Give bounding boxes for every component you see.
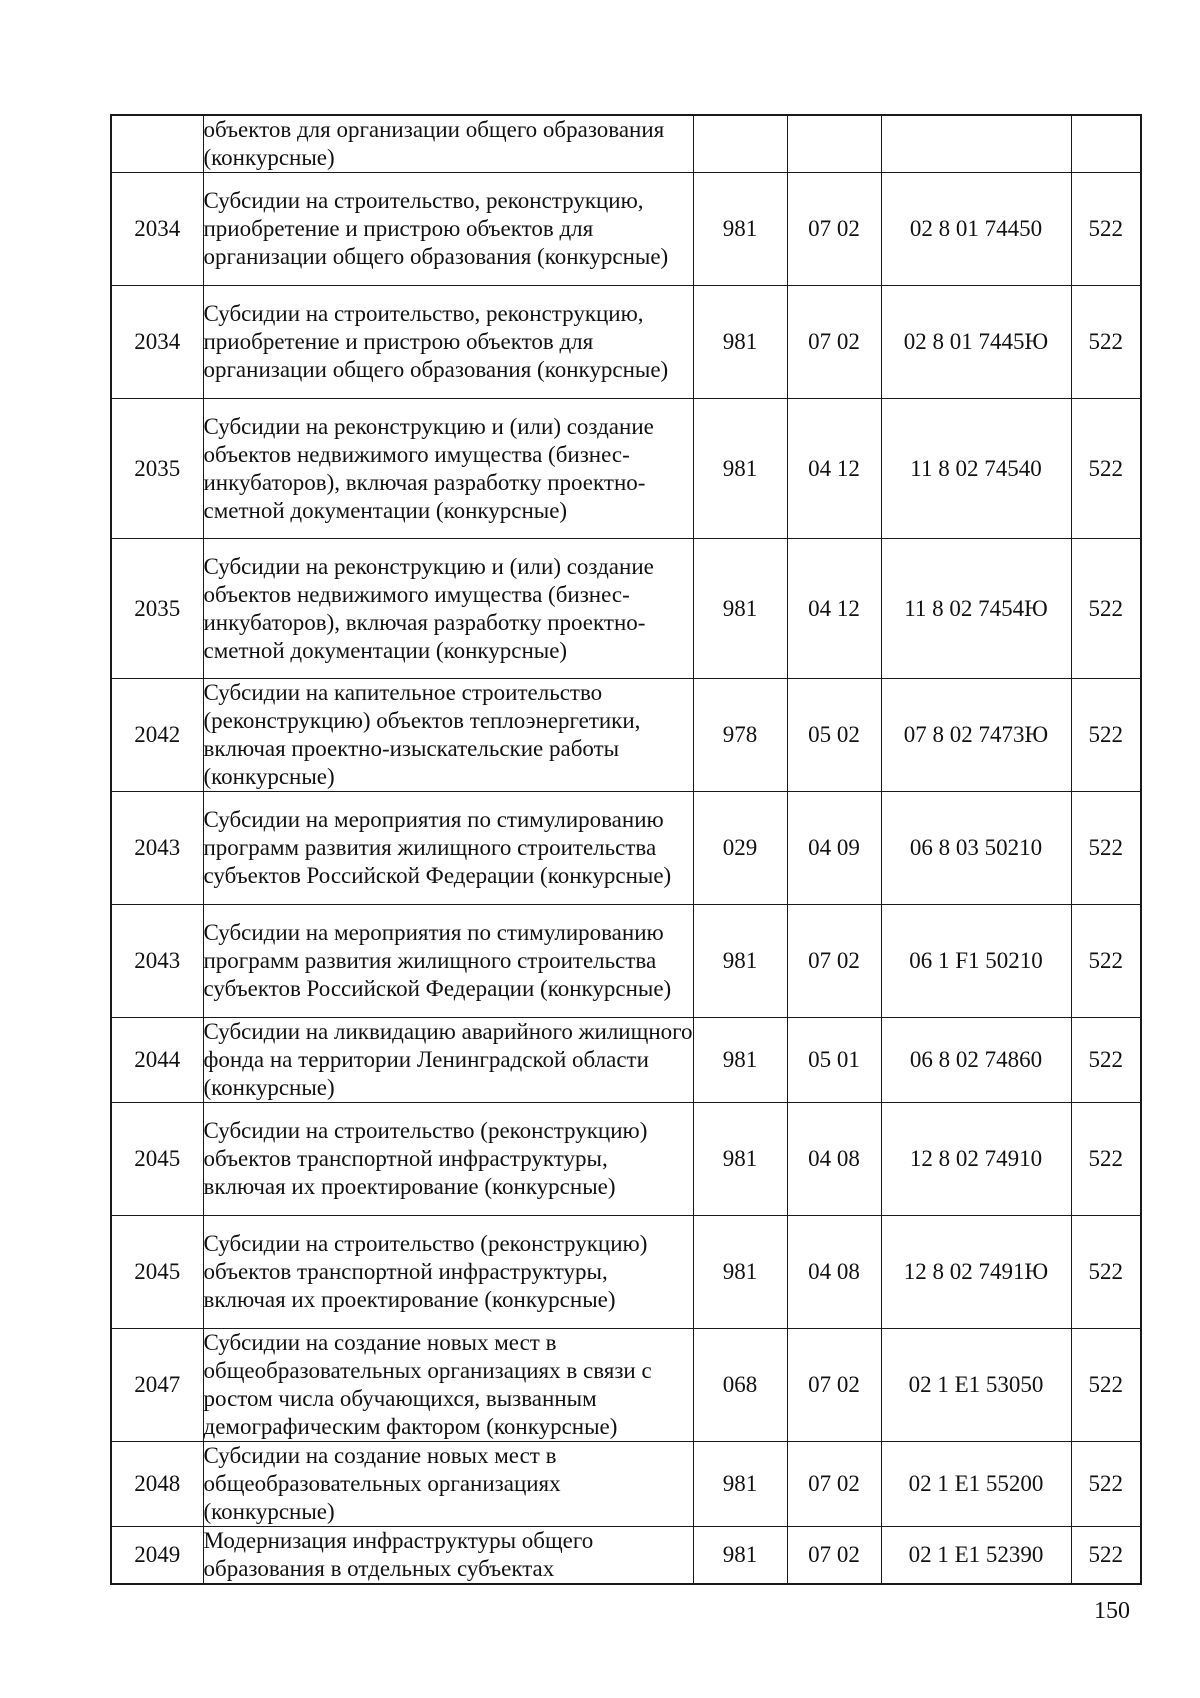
name-cell: Субсидии на строительство (реконструкцию) объектов транспортной инфраструктуры, включая их проектирование (конкурсные) bbox=[203, 1216, 693, 1329]
target-article-cell: 02 1 E1 52390 bbox=[881, 1527, 1071, 1585]
code-cell: 2034 bbox=[111, 286, 203, 399]
code-cell: 2044 bbox=[111, 1018, 203, 1103]
name-cell: Субсидии на реконструкцию и (или) создание объектов недвижимого имущества (бизнес-инкубаторов), включая разработку проектно-сметной документации (конкурсные) bbox=[203, 539, 693, 679]
expense-type-cell: 522 bbox=[1071, 1442, 1141, 1527]
code-cell: 2034 bbox=[111, 173, 203, 286]
grbs-cell: 981 bbox=[693, 1442, 787, 1527]
name-cell: Субсидии на создание новых мест в общеобразовательных организациях (конкурсные) bbox=[203, 1442, 693, 1527]
name-cell: Модернизация инфраструктуры общего образования в отдельных субъектах bbox=[203, 1527, 693, 1585]
target-article-cell: 02 8 01 7445Ю bbox=[881, 286, 1071, 399]
grbs-cell: 981 bbox=[693, 905, 787, 1018]
target-article-cell: 06 8 02 74860 bbox=[881, 1018, 1071, 1103]
section-cell: 04 09 bbox=[787, 792, 881, 905]
expense-type-cell: 522 bbox=[1071, 399, 1141, 539]
code-cell: 2045 bbox=[111, 1103, 203, 1216]
code-cell: 2049 bbox=[111, 1527, 203, 1585]
table-row bbox=[111, 792, 1141, 905]
section-cell: 04 12 bbox=[787, 399, 881, 539]
section-cell: 05 02 bbox=[787, 679, 881, 792]
name-cell: Субсидии на строительство, реконструкцию, приобретение и пристрою объектов для организации общего образования (конкурсные) bbox=[203, 286, 693, 399]
target-article-cell: 06 8 03 50210 bbox=[881, 792, 1071, 905]
grbs-cell: 978 bbox=[693, 679, 787, 792]
target-article-cell bbox=[881, 115, 1071, 173]
section-cell: 07 02 bbox=[787, 905, 881, 1018]
expense-type-cell: 522 bbox=[1071, 1329, 1141, 1442]
name-cell: Субсидии на строительство, реконструкцию, приобретение и пристрою объектов для организации общего образования (конкурсные) bbox=[203, 173, 693, 286]
expense-type-cell: 522 bbox=[1071, 905, 1141, 1018]
grbs-cell: 981 bbox=[693, 1527, 787, 1585]
code-cell bbox=[111, 115, 203, 173]
section-cell: 04 08 bbox=[787, 1103, 881, 1216]
table-row bbox=[111, 539, 1141, 679]
table-body bbox=[111, 115, 1141, 1584]
expense-type-cell: 522 bbox=[1071, 286, 1141, 399]
name-cell: Субсидии на мероприятия по стимулированию программ развития жилищного строительства субъектов Российской Федерации (конкурсные) bbox=[203, 905, 693, 1018]
section-cell: 04 12 bbox=[787, 539, 881, 679]
table-row bbox=[111, 286, 1141, 399]
name-cell: Субсидии на мероприятия по стимулированию программ развития жилищного строительства субъектов Российской Федерации (конкурсные) bbox=[203, 792, 693, 905]
table-row bbox=[111, 173, 1141, 286]
name-cell: Субсидии на строительство (реконструкцию) объектов транспортной инфраструктуры, включая их проектирование (конкурсные) bbox=[203, 1103, 693, 1216]
target-article-cell: 02 1 E1 55200 bbox=[881, 1442, 1071, 1527]
name-cell: Субсидии на создание новых мест в общеобразовательных организациях в связи с ростом числа обучающихся, вызванным демографическим фактором (конкурсные) bbox=[203, 1329, 693, 1442]
section-cell: 07 02 bbox=[787, 1442, 881, 1527]
section-cell: 04 08 bbox=[787, 1216, 881, 1329]
code-cell: 2035 bbox=[111, 399, 203, 539]
table-row bbox=[111, 1329, 1141, 1442]
target-article-cell: 02 8 01 74450 bbox=[881, 173, 1071, 286]
code-cell: 2042 bbox=[111, 679, 203, 792]
section-cell: 05 01 bbox=[787, 1018, 881, 1103]
expense-type-cell: 522 bbox=[1071, 679, 1141, 792]
page-number: 150 bbox=[1094, 1598, 1130, 1624]
target-article-cell: 12 8 02 7491Ю bbox=[881, 1216, 1071, 1329]
grbs-cell: 981 bbox=[693, 539, 787, 679]
code-cell: 2047 bbox=[111, 1329, 203, 1442]
target-article-cell: 02 1 E1 53050 bbox=[881, 1329, 1071, 1442]
section-cell: 07 02 bbox=[787, 1527, 881, 1585]
table-row bbox=[111, 1442, 1141, 1527]
grbs-cell: 068 bbox=[693, 1329, 787, 1442]
expense-type-cell bbox=[1071, 115, 1141, 173]
name-cell: объектов для организации общего образования (конкурсные) bbox=[203, 115, 693, 173]
table-row bbox=[111, 1527, 1141, 1585]
target-article-cell: 12 8 02 74910 bbox=[881, 1103, 1071, 1216]
expense-type-cell: 522 bbox=[1071, 539, 1141, 679]
expense-type-cell: 522 bbox=[1071, 173, 1141, 286]
code-cell: 2045 bbox=[111, 1216, 203, 1329]
target-article-cell: 11 8 02 7454Ю bbox=[881, 539, 1071, 679]
grbs-cell: 981 bbox=[693, 286, 787, 399]
expense-type-cell: 522 bbox=[1071, 1216, 1141, 1329]
code-cell: 2043 bbox=[111, 905, 203, 1018]
section-cell: 07 02 bbox=[787, 286, 881, 399]
code-cell: 2035 bbox=[111, 539, 203, 679]
code-cell: 2043 bbox=[111, 792, 203, 905]
grbs-cell bbox=[693, 115, 787, 173]
expense-type-cell: 522 bbox=[1071, 1103, 1141, 1216]
table-row bbox=[111, 399, 1141, 539]
name-cell: Субсидии на капительное строительство (реконструкцию) объектов теплоэнергетики, включая проектно-изыскательские работы (конкурсные) bbox=[203, 679, 693, 792]
section-cell: 07 02 bbox=[787, 1329, 881, 1442]
expense-type-cell: 522 bbox=[1071, 1018, 1141, 1103]
section-cell bbox=[787, 115, 881, 173]
grbs-cell: 981 bbox=[693, 1103, 787, 1216]
table-row bbox=[111, 679, 1141, 792]
table-row bbox=[111, 115, 1141, 173]
grbs-cell: 981 bbox=[693, 1216, 787, 1329]
grbs-cell: 981 bbox=[693, 399, 787, 539]
target-article-cell: 11 8 02 74540 bbox=[881, 399, 1071, 539]
target-article-cell: 06 1 F1 50210 bbox=[881, 905, 1071, 1018]
target-article-cell: 07 8 02 7473Ю bbox=[881, 679, 1071, 792]
table-row bbox=[111, 1216, 1141, 1329]
expense-type-cell: 522 bbox=[1071, 1527, 1141, 1585]
name-cell: Субсидии на ликвидацию аварийного жилищного фонда на территории Ленинградской области (конкурсные) bbox=[203, 1018, 693, 1103]
grbs-cell: 981 bbox=[693, 1018, 787, 1103]
expense-type-cell: 522 bbox=[1071, 792, 1141, 905]
grbs-cell: 029 bbox=[693, 792, 787, 905]
grbs-cell: 981 bbox=[693, 173, 787, 286]
name-cell: Субсидии на реконструкцию и (или) создание объектов недвижимого имущества (бизнес-инкубаторов), включая разработку проектно-сметной документации (конкурсные) bbox=[203, 399, 693, 539]
table-row bbox=[111, 1018, 1141, 1103]
code-cell: 2048 bbox=[111, 1442, 203, 1527]
table-row bbox=[111, 905, 1141, 1018]
budget-classification-table bbox=[110, 114, 1142, 1585]
table-row bbox=[111, 1103, 1141, 1216]
section-cell: 07 02 bbox=[787, 173, 881, 286]
